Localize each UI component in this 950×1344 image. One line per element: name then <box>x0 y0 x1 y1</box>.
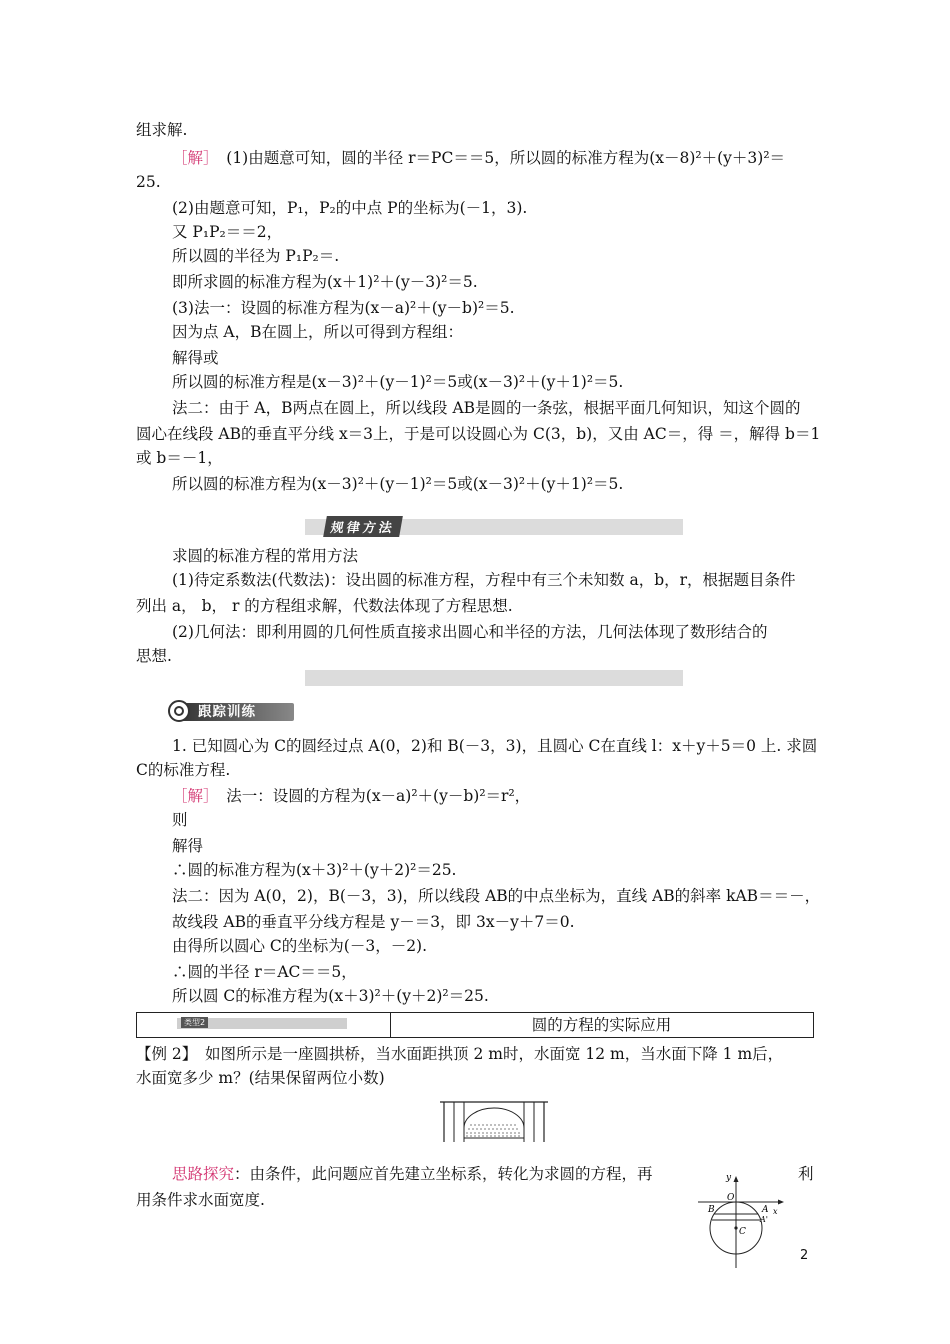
text-line: 1. 已知圆心为 C的圆经过点 A(0，2)和 B(－3，3)，且圆心 C在直线 l：x＋y＋5＝0 上. 求圆 <box>172 737 818 755</box>
separator-bar <box>305 670 683 686</box>
text-line: 利 <box>798 1165 814 1183</box>
x-axis-label: x <box>773 1207 778 1216</box>
coordinate-circle-diagram <box>696 1172 786 1272</box>
text-line: 由得所以圆心 C的坐标为(－3，－2). <box>172 937 428 955</box>
text-line: (1)待定系数法(代数法)：设出圆的标准方程，方程中有三个未知数 a，b，r，根据题目条件 <box>172 571 796 589</box>
text-line: 用条件求水面宽度. <box>136 1191 265 1209</box>
text-line: ∴圆的半径 r＝AC＝＝5， <box>172 963 357 981</box>
text-line: 列出 a， b， r 的方程组求解，代数法体现了方程思想. <box>136 597 513 615</box>
text-line: 25. <box>136 173 161 191</box>
arch-bridge-figure <box>440 1098 548 1144</box>
text-line: 解得 <box>172 837 204 855</box>
type-tag: 类型2 <box>177 1018 347 1029</box>
method-banner-label: 规律方法 <box>323 516 403 537</box>
text-line: 故线段 AB的垂直平分线方程是 y－＝3，即 3x－y＋7＝0. <box>172 913 575 931</box>
text-line: 所以圆 C的标准方程为(x＋3)²＋(y＋2)²＝25. <box>172 987 489 1005</box>
solution-tag: ［解］ <box>172 787 211 805</box>
text-line: 所以圆的半径为 P₁P₂＝. <box>172 247 340 265</box>
text-line: 水面宽多少 m？(结果保留两位小数) <box>136 1069 385 1087</box>
y-axis-label: y <box>726 1173 732 1183</box>
target-icon <box>168 700 190 722</box>
type-title: 圆的方程的实际应用 <box>531 1016 672 1034</box>
tracking-banner-label: 跟踪训练 <box>198 704 256 720</box>
text-line: 所以圆的标准方程是(x－3)²＋(y－1)²＝5或(x－3)²＋(y＋1)²＝5. <box>172 373 624 391</box>
text-line: C的标准方程. <box>136 761 231 779</box>
text-line: (2)由题意可知，P₁，P₂的中点 P的坐标为(－1，3). <box>172 199 528 217</box>
solution-tag: ［解］ <box>172 149 211 167</box>
method-banner <box>305 519 683 535</box>
page-number: 2 <box>800 1248 809 1263</box>
text-line: 思想. <box>136 647 172 665</box>
point-a-label: A <box>762 1205 769 1215</box>
origin-label: O <box>727 1193 735 1203</box>
text-line: (3)法一：设圆的标准方程为(x－a)²＋(y－b)²＝5. <box>172 299 515 317</box>
tracking-banner <box>168 700 286 724</box>
text-line: 思路探究：由条件，此问题应首先建立坐标系，转化为求圆的方程，再 <box>172 1165 653 1183</box>
text-line: 圆心在线段 AB的垂直平分线 x＝3上，于是可以设圆心为 C(3，b)，又由 AC＝，得 ＝，解得 b＝1 <box>136 425 821 443</box>
text-line: (2)几何法：即利用圆的几何性质直接求出圆心和半径的方法，几何法体现了数形结合的 <box>172 623 768 641</box>
center-c-label: C <box>739 1227 746 1237</box>
type-header-table <box>136 1012 814 1038</box>
text-line: ［解］ (1)由题意可知，圆的半径 r＝PC＝＝5，所以圆的标准方程为(x－8)²＋(y＋3)²＝ <box>172 149 786 167</box>
point-b-label: B <box>708 1205 715 1215</box>
text-line: 【例 2】 如图所示是一座圆拱桥，当水面距拱顶 2 m时，水面宽 12 m，当水面下降 1 m后， <box>136 1045 784 1063</box>
text-line: 所以圆的标准方程为(x－3)²＋(y－1)²＝5或(x－3)²＋(y＋1)²＝5. <box>172 475 624 493</box>
text-line: 法二：由于 A，B两点在圆上，所以线段 AB是圆的一条弦，根据平面几何知识，知这个圆的 <box>172 399 801 417</box>
text-line: 法二：因为 A(0，2)，B(－3，3)，所以线段 AB的中点坐标为，直线 AB的斜率 kAB＝＝－， <box>172 887 821 905</box>
text-line: ∴圆的标准方程为(x＋3)²＋(y＋2)²＝25. <box>172 861 457 879</box>
text-line: 又 P₁P₂＝＝2， <box>172 223 283 241</box>
hint-tag: 思路探究 <box>172 1165 235 1183</box>
text-line: 求圆的标准方程的常用方法 <box>172 547 359 565</box>
text-line: 组求解. <box>136 121 188 139</box>
text-line: 则 <box>172 811 188 829</box>
text-line: 或 b＝－1， <box>136 449 223 467</box>
point-a-prime-label: A' <box>760 1215 768 1224</box>
text-line: 即所求圆的标准方程为(x＋1)²＋(y－3)²＝5. <box>172 273 478 291</box>
text-line: 因为点 A，B在圆上，所以可得到方程组： <box>172 323 464 341</box>
text-line: ［解］ 法一：设圆的方程为(x－a)²＋(y－b)²＝r²， <box>172 787 531 805</box>
text-line: 解得或 <box>172 349 219 367</box>
